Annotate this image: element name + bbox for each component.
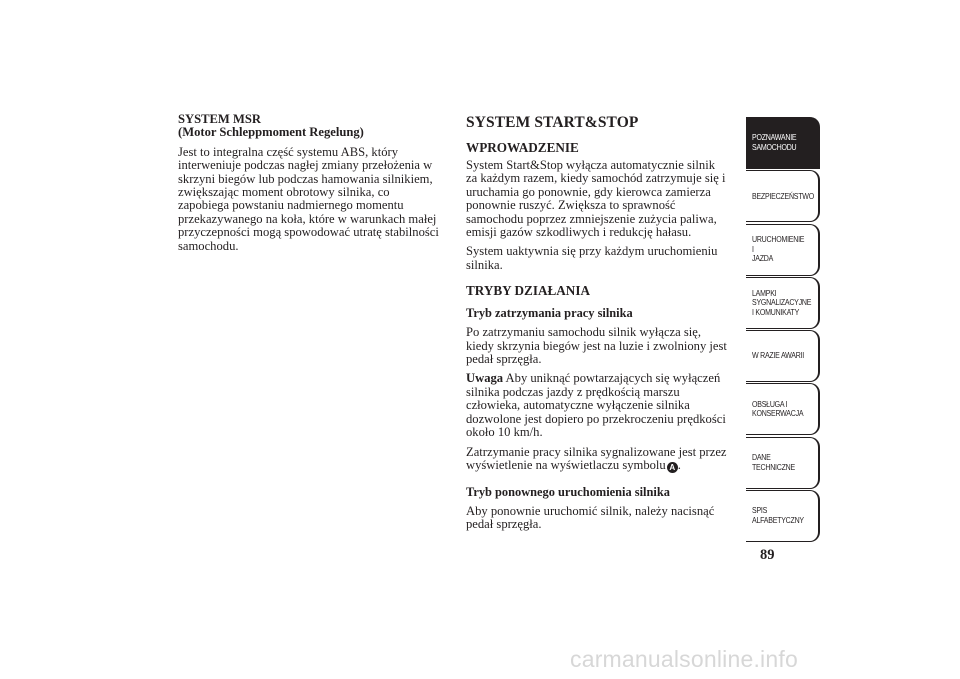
right-column: [466, 113, 728, 538]
chapter-tab-label: BEZPIECZEŃSTWO: [752, 190, 814, 201]
note-label: Uwaga: [466, 371, 504, 386]
chapter-tab[interactable]: [746, 170, 820, 222]
left-column: [178, 113, 440, 259]
chapter-tab-label: DANE TECHNICZNE: [752, 452, 795, 472]
note-paragraph: [466, 372, 728, 439]
chapter-tab[interactable]: [746, 330, 820, 382]
intro-paragraph-1: System Start&Stop wyłącza automatycznie silnik za każdym razem, kiedy samochód zatrzymuje się i uruchamia go ponownie, gdy kierowca zamierza ponownie ruszyć. Zwiększa to sprawność samochodu poprzez zmniejszenie zużycia paliwa, emisji gazów szkodliwych i redukcję hałasu.: [466, 158, 726, 240]
page-number: 89: [760, 547, 775, 563]
chapter-tab-label: SPIS ALFABETYCZNY: [752, 505, 804, 526]
intro-paragraph-2: System uaktywnia się przy każdym uruchomieniu silnika.: [466, 244, 718, 272]
intro-heading: WPROWADZENIE: [466, 140, 579, 155]
chapter-tab[interactable]: [746, 117, 820, 169]
stop-paragraph-3-text: Zatrzymanie pracy silnika sygnalizowane jest przez wyświetlenie na wyświetlaczu symbolu: [466, 444, 727, 472]
start-stop-symbol-icon: A: [667, 462, 678, 473]
watermark: carmanualsonline.info: [570, 646, 798, 672]
chapter-tab[interactable]: [746, 437, 820, 489]
stop-paragraph-3-end: .: [677, 457, 681, 472]
msr-subheading: (Motor Schleppmoment Regelung): [178, 125, 364, 140]
stop-mode-heading: Tryb zatrzymania pracy silnika: [466, 306, 633, 321]
chapter-tab-label: URUCHOMIENIE I JAZDA: [752, 234, 805, 264]
chapter-tab[interactable]: [746, 490, 820, 542]
chapter-tab-label: POZNAWANIE SAMOCHODU: [752, 131, 797, 152]
restart-mode-heading: Tryb ponownego uruchomienia silnika: [466, 484, 670, 499]
stop-paragraph-1: Po zatrzymaniu samochodu silnik wyłącza się, kiedy skrzynia biegów jest na luzie i zwolniony jest pedał sprzęgła.: [466, 325, 727, 367]
restart-paragraph: Aby ponownie uruchomić silnik, należy nacisnąć pedał sprzęgła.: [466, 503, 715, 532]
modes-heading: TRYBY DZIAŁANIA: [466, 283, 590, 299]
chapter-tab[interactable]: [746, 224, 820, 276]
stop-paragraph-3: [466, 446, 728, 473]
chapter-tab-label: W RAZIE AWARII: [752, 350, 805, 361]
msr-body: Jest to integralna część systemu ABS, który interweniuje podczas nagłej zmiany przełożenia w skrzyni biegów lub podczas hamowania silnikiem, zwiększając moment obrotowy silnika, co zapobiega powstaniu nadmiernego momentu przekazywanego na koła, które w warunkach małej przyczepności mogą spowodować utratę stabilności samochodu.: [178, 144, 439, 253]
chapter-tab[interactable]: [746, 383, 820, 435]
chapter-tab-label: LAMPKI SYGNALIZACYJNE I KOMUNIKATY: [752, 287, 812, 317]
chapter-tab[interactable]: [746, 277, 820, 329]
start-stop-title: SYSTEM START&STOP: [466, 114, 639, 131]
note-text: Aby uniknąć powtarzających się wyłączeń silnika podczas jazdy z prędkością marszu człowieka, automatyczne wyłączenie silnika dozwolone jest dopiero po przekroczeniu prędkości około 10 km/h.: [466, 371, 726, 440]
msr-heading: SYSTEM MSR: [178, 112, 261, 126]
chapter-tabs: [746, 117, 820, 543]
chapter-tab-label: OBSŁUGA I KONSERWACJA: [752, 398, 804, 419]
